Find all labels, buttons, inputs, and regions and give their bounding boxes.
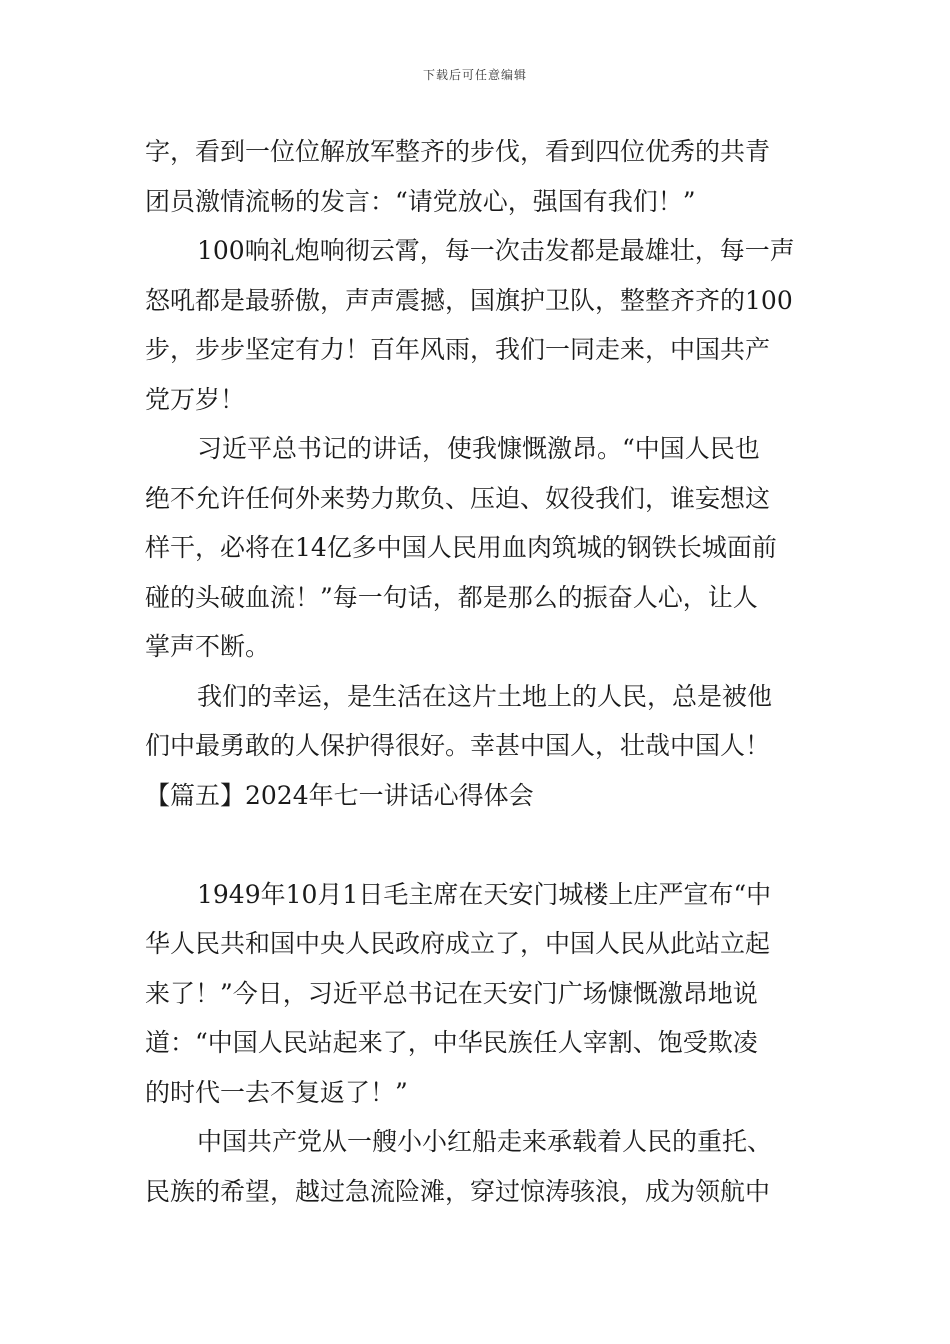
text-line: 们中最勇敢的人保护得很好。幸甚中国人，壮哉中国人！ bbox=[145, 731, 771, 760]
text-line: 掌声不断。 bbox=[145, 632, 271, 661]
text-line: 中国共产党从一艘小小红船走来承载着人民的重托、 bbox=[197, 1127, 773, 1156]
page-header: 下载后可任意编辑 bbox=[422, 68, 527, 82]
section-title: 【篇五】2024年七一讲话心得体会 bbox=[145, 780, 534, 810]
text-line: 步，步步坚定有力！百年风雨，我们一同走来，中国共产 bbox=[145, 335, 771, 364]
paragraph bbox=[145, 127, 807, 226]
paragraph bbox=[145, 870, 807, 1118]
text-line: 的时代一去不复返了！” bbox=[145, 1077, 408, 1107]
text-line: 1949年10月1日毛主席在天安门城楼上庄严宣布“中 bbox=[197, 879, 772, 909]
paragraph bbox=[145, 226, 807, 424]
text-line: 碰的头破血流！”每一句话，都是那么的振奋人心，让人 bbox=[145, 582, 758, 612]
text-line: 100响礼炮响彻云霄，每一次击发都是最雄壮，每一声 bbox=[197, 236, 795, 265]
blank-line bbox=[145, 820, 807, 870]
text-line: 习近平总书记的讲话，使我慷慨激昂。“中国人民也 bbox=[197, 434, 760, 463]
text-line: 字，看到一位位解放军整齐的步伐，看到四位优秀的共青 bbox=[145, 137, 771, 166]
text-line: 样干，必将在14亿多中国人民用血肉筑城的钢铁长城面前 bbox=[145, 533, 777, 562]
text-line: 我们的幸运，是生活在这片土地上的人民，总是被他 bbox=[197, 681, 773, 711]
text-line: 怒吼都是最骄傲，声声震撼，国旗护卫队，整整齐齐的100 bbox=[145, 285, 793, 315]
document-body bbox=[145, 127, 807, 1216]
text-line: 华人民共和国中央人民政府成立了，中国人民从此站立起 bbox=[145, 929, 771, 958]
text-line: 绝不允许任何外来势力欺负、压迫、奴役我们，谁妄想这 bbox=[145, 483, 771, 513]
paragraph bbox=[145, 1117, 807, 1216]
text-line: 来了！”今日，习近平总书记在天安门广场慷慨激昂地说 bbox=[145, 978, 758, 1008]
text-line: 团员激情流畅的发言：“请党放心，强国有我们！” bbox=[145, 186, 696, 216]
text-line: 党万岁！ bbox=[145, 384, 246, 414]
text-line: 民族的希望，越过急流险滩，穿过惊涛骇浪，成为领航中 bbox=[145, 1176, 771, 1206]
text-line: 道：“中国人民站起来了，中华民族任人宰割、饱受欺凌 bbox=[145, 1028, 758, 1057]
paragraph bbox=[145, 672, 807, 771]
section-heading bbox=[145, 771, 807, 821]
paragraph bbox=[145, 424, 807, 672]
